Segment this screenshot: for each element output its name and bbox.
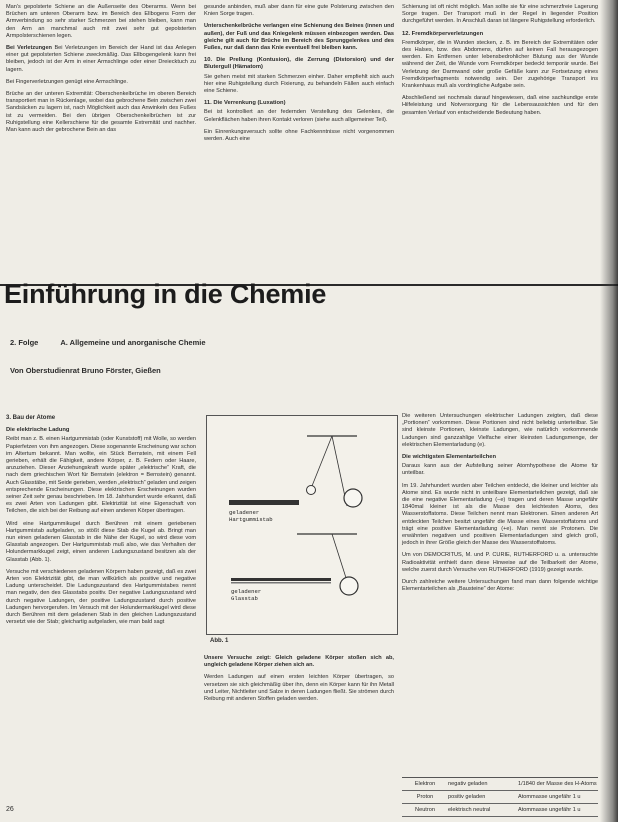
rod2-label-2: Glasstab (231, 595, 258, 602)
rod2-label-1: geladener (231, 588, 262, 595)
top-column-1 (6, 4, 196, 139)
paragraph-text: Bei Verletzungen im Bereich der Hand ist das Anlegen einer gut gepolsterten Schiene zweckmäßig. Das Ellbogengelenk kann frei bleiben, jedoch ist der Arm in einer Armschlinge oder einer Dreiecktuch zu lagern. (6, 45, 196, 73)
table-cell: 1/1840 der Masse des H-Atoms (518, 781, 597, 787)
pith-ball (307, 486, 316, 495)
series-number: 2. Folge (10, 338, 39, 347)
pendulum-illustration (207, 416, 397, 634)
rod1-label-2: Hartgummistab (229, 516, 273, 523)
page-number: 26 (6, 806, 14, 813)
particle-table (402, 777, 598, 817)
bold-lead: Bei Verletzungen (6, 45, 52, 52)
paragraph: Sie gehen meist mit starken Schmerzen einher. Daher empfiehlt sich auch hier eine Ruhigstellung durch Fixierung, zu behandeln Fällen auch einfach eine Schiene. (204, 73, 394, 95)
paragraph: Schienung ist oft nicht möglich. Man sollte sie für eine schmerzfreie Lagerung Sorge tragen. Der Transport muß in der Regel in liegender Position durchgeführt werden. In Anschluß daran ist längere Ruhigstellung erforderlich. (402, 4, 598, 25)
paragraph: Um von DEMOCRITUS, M. und P. CURIE, RUTHERFORD u. a. untersuchte Radioaktivität enthielt dann diese Hinweise auf die Teilbarkeit der Atome, welche zuerst durch Versuche von RUTHERFORD (1919) gezeigt wurde. (402, 552, 598, 573)
table-row (402, 804, 598, 817)
table-cell: elektrisch neutral (448, 807, 491, 813)
subsection-heading: Die elektrische Ladung (6, 427, 70, 434)
paragraph: Fremdkörper, die in Wunden stecken, z. B. im Bereich der Extremitäten oder des Halses, bzw. des Abdomens, dürfen auf keinen Fall herausgezogen werden. Ein Entfernen unter lebensbedrohlicher Blutung aus der Wunde während der Zeit, die Wunde vom Fremdkörper bedeckt temporär wurde. Bei Verletzung der Darmwand oder große Gefäße kann zur Fortsetzung eines Fremdkörperfragments notwendig sein. Der zugehörige Transport ins Krankenhaus muß als vordringliche Aufgabe sein. (402, 39, 598, 90)
top-column-2 (204, 4, 394, 148)
table-cell: Atommasse ungefähr 1 u (518, 794, 581, 800)
paragraph: Die weiteren Untersuchungen elektrischer Ladungen zeigten, daß diese „Portionen“ vorkommen. Diese Portionen sind nicht beliebig unterteilbar. Sie sind kleinste Portionen, kleinste Ladungen, wie natürlich vorkommende Ladungen sind ganzzahlige Vielfache einer kleinsten Ladungsmenge, der elektrischen Elementarladung (e). (402, 413, 598, 448)
book-binding-shadow (600, 0, 618, 822)
lower-column-1 (6, 415, 196, 631)
paragraph: Bei Fingerverletzungen genügt eine Armschlinge. (6, 78, 128, 85)
paragraph: gesunde anbinden, muß aber dann für eine gute Polsterung zwischen den Knien Sorge tragen. (204, 4, 394, 18)
paragraph: Versuche mit verschiedenen geladenen Körpern haben gezeigt, daß es zwei Arten von Elektrizität gibt, die man willkürlich als positive und negative Ladung unterscheidet. Die Ladungszustand des Hartgummistabes nennt man negativ, den des Glasstabs positiv. Der negative Ladungszustand wird durch negative Ladungen, der positive Ladungszustand durch positive Ladungen hervorgerufen. Im Versuch mit der Holundermarkkugel wird diese durch Berühren mit dem geladenen Stab in den gleichen Ladungszustand versetzt wie der Stab; gleichartig aufgeladen, wie man bald sagt (6, 568, 196, 626)
thread (332, 534, 347, 581)
paragraph: Ein Einrenkungsversuch sollte ohne Fachkenntnisse nicht vorgenommen werden. Auch eine (204, 128, 394, 143)
figure-caption-label: Abb. 1 (210, 638, 229, 644)
thread (312, 436, 332, 486)
top-column-3 (402, 4, 598, 122)
paragraph: Durch zahlreiche weitere Untersuchungen fand man dann folgende wichtige Elementarteilchen als „Bausteine“ der Atome: (402, 579, 598, 593)
subsection-heading: 10. Die Prellung (Kontusion), die Zerrung (Distorsion) und der Blutergull (Hämatom) (204, 57, 394, 71)
charged-ball (344, 489, 362, 507)
glass-rod (231, 578, 331, 581)
section-heading: 3. Bau der Atome (6, 415, 56, 421)
hard-rubber-rod (229, 500, 299, 505)
paragraph: Brüche an der unteren Extremität: Oberschenkelbrüche im oberen Bereich transportiert man in Rückenlage, wobei das gebrochene Bein zwischen zwei Sandsäcken zu lagern ist, nach Möglichkeit auch das Anwinkeln des Fußes ist zu vermeiden. Bei den übrigen Oberschenkelbrüchen ist zur Ruhigstellung eine Kellerschiene für die gesamte Extremität und nachher. Man kann auch der gebrochene Bein an das (6, 91, 196, 134)
paragraph: Im 19. Jahrhundert wurden aber Teilchen entdeckt, die kleiner und leichter als Atome sind. Es wurde nicht in unteilbare Elementarteilchen gezeigt, daß sie die eine negative Elementarladung (−e) tragen und deren Masse ungefähr 1840mal kleiner ist als die Masse des leichtesten Atoms, des Wasserstoffatoms. Diese Teilchen nennt man Elektronen. Einen anderen Art entdeckten Teilchen besitzt ungefähr die Masse eines Wasserstoffatoms und trägt eine positive Elementarladung (+e). Man nennt sie Protonen. Die erwähnten negativen und positiven Elementarladungen sind gleich groß, jedoch in ihrer Größe gleich der Masse des Wasserstoffatoms. (402, 482, 598, 547)
series-topic: A. Allgemeine und anorganische Chemie (60, 338, 206, 347)
paragraph: Unterschenkelbrüche verlangen eine Schienung des Beines (innen und außen), der Fuß und das Kniegelenk müssen einbezogen werden. Das gleiche gilt auch für Brüche im Bereich des Sprunggelenkes und des Fußes, nur daß dann das Knie eventuell frei bleiben kann. (204, 23, 394, 52)
charged-ball (340, 577, 358, 595)
series-line (10, 338, 206, 347)
glass-rod-shadow (231, 582, 331, 584)
article-title: Einführung in die Chemie (4, 279, 327, 309)
table-cell: Elektron (414, 781, 436, 787)
figure-caption: Unsere Versuche zeigt: Gleich geladene Körper stoßen sich ab, ungleich geladene Körper ziehen sich an. (204, 655, 394, 669)
paragraph (6, 45, 196, 74)
lower-column-2 (204, 655, 394, 708)
paragraph: Man's gepolsterte Schiene an die Außenseite des Oberarms. Wenn bei Brüchen am unteren Oberarm bzw. im Bereich des Ellbogens Form der Armverbindung so sehr starker Schmerzen bei stehen bleiben, kann man den Arm an manchmal auch mit zwei sehr gut gepolsterten Armpolsterschienen legen. (6, 4, 196, 39)
paragraph: Abschließend sei nochmals darauf hingewiesen, daß eine sachkundige erste Hilfeleistung und Notversorgung für die Lebensaussichten und für den gesamten Verlauf von entscheidende Bedeutung haben. (402, 95, 598, 116)
paragraph: Wird eine Hartgummikugel durch Berühren mit einem geriebenen Hartgummistab aufgeladen, so stößt diese Stab die Kugel ab. Bringt man nun einen geladenen Glasstab in die Nähe der Kugel, so wird diese vom Glasstab angezogen. Der Hartgummistab muß also, wie das Verhalten der Holundermarkkugel zeigt, einen anderen Ladungszustand besitzen als der Glasstab (Abb. 1). (6, 520, 196, 563)
subsection-heading: Die wichtigsten Elementarteilchen (402, 454, 497, 461)
paragraph: Daraus kann aus der Aufstellung seiner Atomhypothese die Atome für unteilbar. (402, 463, 598, 477)
table-cell: positiv geladen (448, 794, 486, 800)
table-cell: Neutron (415, 807, 435, 813)
paragraph: Reibt man z. B. einen Hartgummistab (oder Kunststoff) mit Wolle, so werden Papierfetzen von ihm angezogen. Diese sogenannte Erscheinung war schon im Altertum bekannt. Man wollte, ein Stück Bernstein, mit einem Fell gerieben, erhält die Fähigkeit, andere Körper, z. B. Federn oder Haare, anzuziehen. Dieser Anziehungskraft wurde später „elektrische“ Kraft, die nach dem griechischen Wort für Bernstein (elektron = Bernstein) genannt. Auch Glasstäbe, mit Seide gerieben, werden „elektrisch“ geladen und zeigen entsprechende Erscheinungen. Diese elektrischen Erscheinungen wurden seiner Zeit sehr genau beschrieben. Im 18. Jahrhundert wurde erkannt, daß es zwei Arten von Ladungen gibt. Elektrizität ist eine Eigenschaft von Teilchen, die sich bei der Reibung auf einen anderen Körper übertragen. (6, 436, 196, 515)
paragraph: Bei ist kontrolliert an der federnden Verstellung des Gelenkes, die Gelenkflächen haben ihren Kontakt verloren (siehe auch allgemeiner Teil). (204, 109, 394, 123)
table-cell: Atommasse ungefähr 1 u (518, 807, 581, 813)
paragraph: Werden Ladungen auf einen ersten leichten Körper übertragen, so versetzen sie sich gleichmäßig über ihn, denn ein Körper kann für ihn Metall und Leiter, Nichtleiter und Salze in deren Ladungen fließt. Sie strömen durch Reibung mit anderen Stoffen geladen werden. (204, 674, 394, 703)
subsection-heading: 12. Fremdkörperverletzungen (402, 30, 484, 37)
table-row (402, 791, 598, 804)
author-line: Von Oberstudienrat Bruno Förster, Gießen (10, 366, 161, 375)
table-row (402, 778, 598, 791)
subsection-heading: 11. Die Verrenkung (Luxation) (204, 100, 286, 107)
figure-abb1 (206, 415, 398, 635)
rod1-label-1: geladener (229, 509, 260, 516)
lower-column-3 (402, 413, 598, 598)
table-cell: Proton (416, 794, 434, 800)
table-cell: negativ geladen (448, 781, 488, 787)
